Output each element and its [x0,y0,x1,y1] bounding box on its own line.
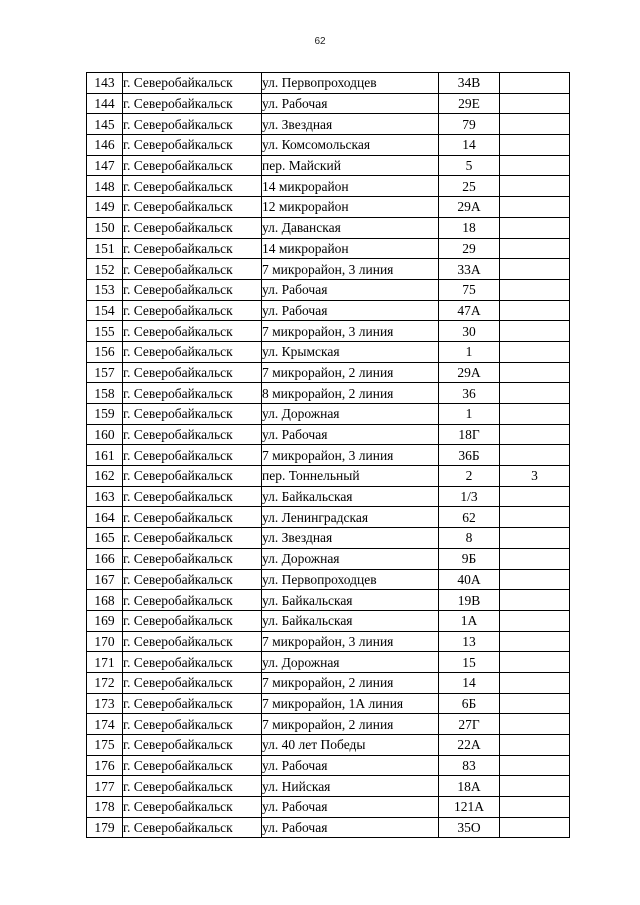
extra-cell [500,445,570,466]
table-row [87,672,570,693]
street-cell: ул. Первопроходцев [262,73,439,94]
row-number-cell: 171 [87,652,123,673]
row-number-cell: 149 [87,197,123,218]
city-cell: г. Северобайкальск [123,259,262,280]
city-cell: г. Северобайкальск [123,321,262,342]
street-cell: ул. Рабочая [262,93,439,114]
house-number-cell: 18 [439,217,500,238]
table-row [87,507,570,528]
street-cell: ул. Первопроходцев [262,569,439,590]
extra-cell [500,486,570,507]
row-number-cell: 144 [87,93,123,114]
house-number-cell: 1А [439,610,500,631]
row-number-cell: 155 [87,321,123,342]
extra-cell [500,548,570,569]
house-number-cell: 14 [439,672,500,693]
extra-cell [500,404,570,425]
row-number-cell: 178 [87,797,123,818]
table-row [87,341,570,362]
city-cell: г. Северобайкальск [123,445,262,466]
row-number-cell: 153 [87,279,123,300]
city-cell: г. Северобайкальск [123,652,262,673]
city-cell: г. Северобайкальск [123,528,262,549]
house-number-cell: 121А [439,797,500,818]
extra-cell [500,590,570,611]
row-number-cell: 160 [87,424,123,445]
street-cell: ул. Нийская [262,776,439,797]
table-row [87,93,570,114]
extra-cell [500,73,570,94]
city-cell: г. Северобайкальск [123,631,262,652]
street-cell: ул. Рабочая [262,279,439,300]
row-number-cell: 145 [87,114,123,135]
street-cell: ул. Рабочая [262,817,439,838]
row-number-cell: 167 [87,569,123,590]
table-row [87,279,570,300]
row-number-cell: 146 [87,135,123,156]
street-cell: 7 микрорайон, 3 линия [262,259,439,280]
street-cell: ул. Звездная [262,114,439,135]
page-number: 62 [314,36,326,47]
extra-cell [500,610,570,631]
street-cell: 7 микрорайон, 2 линия [262,672,439,693]
table-row [87,321,570,342]
row-number-cell: 175 [87,735,123,756]
house-number-cell: 9Б [439,548,500,569]
extra-cell [500,259,570,280]
row-number-cell: 143 [87,73,123,94]
street-cell: 7 микрорайон, 1А линия [262,693,439,714]
street-cell: 7 микрорайон, 3 линия [262,631,439,652]
extra-cell [500,507,570,528]
extra-cell [500,155,570,176]
house-number-cell: 1 [439,404,500,425]
table-row [87,466,570,487]
city-cell: г. Северобайкальск [123,114,262,135]
row-number-cell: 161 [87,445,123,466]
extra-cell [500,383,570,404]
row-number-cell: 159 [87,404,123,425]
street-cell: ул. Рабочая [262,300,439,321]
extra-cell [500,238,570,259]
extra-cell [500,114,570,135]
house-number-cell: 30 [439,321,500,342]
street-cell: ул. Дорожная [262,548,439,569]
street-cell: ул. Дорожная [262,404,439,425]
house-number-cell: 22А [439,735,500,756]
table-row [87,73,570,94]
house-number-cell: 14 [439,135,500,156]
extra-cell [500,424,570,445]
house-number-cell: 40А [439,569,500,590]
row-number-cell: 148 [87,176,123,197]
extra-cell [500,135,570,156]
house-number-cell: 33А [439,259,500,280]
row-number-cell: 173 [87,693,123,714]
city-cell: г. Северобайкальск [123,176,262,197]
table-row [87,424,570,445]
city-cell: г. Северобайкальск [123,817,262,838]
extra-cell [500,279,570,300]
table-row [87,797,570,818]
row-number-cell: 151 [87,238,123,259]
city-cell: г. Северобайкальск [123,279,262,300]
city-cell: г. Северобайкальск [123,507,262,528]
house-number-cell: 36 [439,383,500,404]
house-number-cell: 1 [439,341,500,362]
city-cell: г. Северобайкальск [123,238,262,259]
city-cell: г. Северобайкальск [123,776,262,797]
extra-cell [500,672,570,693]
street-cell: 7 микрорайон, 2 линия [262,362,439,383]
table-row [87,548,570,569]
table-row [87,631,570,652]
house-number-cell: 29 [439,238,500,259]
table-row [87,197,570,218]
house-number-cell: 2 [439,466,500,487]
address-table-body [87,73,570,838]
row-number-cell: 172 [87,672,123,693]
row-number-cell: 158 [87,383,123,404]
table-row [87,383,570,404]
street-cell: 14 микрорайон [262,176,439,197]
extra-cell [500,776,570,797]
table-row [87,259,570,280]
house-number-cell: 25 [439,176,500,197]
street-cell: ул. 40 лет Победы [262,735,439,756]
house-number-cell: 36Б [439,445,500,466]
street-cell: пер. Майский [262,155,439,176]
city-cell: г. Северобайкальск [123,135,262,156]
street-cell: 7 микрорайон, 2 линия [262,714,439,735]
table-row [87,176,570,197]
house-number-cell: 8 [439,528,500,549]
house-number-cell: 15 [439,652,500,673]
house-number-cell: 5 [439,155,500,176]
extra-cell [500,755,570,776]
row-number-cell: 169 [87,610,123,631]
street-cell: ул. Крымская [262,341,439,362]
table-row [87,404,570,425]
extra-cell [500,93,570,114]
city-cell: г. Северобайкальск [123,341,262,362]
row-number-cell: 176 [87,755,123,776]
street-cell: 7 микрорайон, 3 линия [262,321,439,342]
table-row [87,155,570,176]
city-cell: г. Северобайкальск [123,197,262,218]
city-cell: г. Северобайкальск [123,610,262,631]
row-number-cell: 177 [87,776,123,797]
city-cell: г. Северобайкальск [123,383,262,404]
house-number-cell: 62 [439,507,500,528]
table-row [87,714,570,735]
table-row [87,735,570,756]
city-cell: г. Северобайкальск [123,155,262,176]
extra-cell [500,362,570,383]
row-number-cell: 168 [87,590,123,611]
city-cell: г. Северобайкальск [123,548,262,569]
city-cell: г. Северобайкальск [123,404,262,425]
house-number-cell: 18А [439,776,500,797]
city-cell: г. Северобайкальск [123,424,262,445]
city-cell: г. Северобайкальск [123,672,262,693]
street-cell: 12 микрорайон [262,197,439,218]
table-row [87,590,570,611]
house-number-cell: 83 [439,755,500,776]
row-number-cell: 174 [87,714,123,735]
street-cell: ул. Комсомольская [262,135,439,156]
row-number-cell: 163 [87,486,123,507]
row-number-cell: 165 [87,528,123,549]
city-cell: г. Северобайкальск [123,755,262,776]
table-row [87,776,570,797]
street-cell: ул. Даванская [262,217,439,238]
table-row [87,114,570,135]
extra-cell: 3 [500,466,570,487]
table-row [87,486,570,507]
row-number-cell: 150 [87,217,123,238]
extra-cell [500,652,570,673]
house-number-cell: 13 [439,631,500,652]
house-number-cell: 75 [439,279,500,300]
street-cell: ул. Звездная [262,528,439,549]
extra-cell [500,735,570,756]
table-row [87,362,570,383]
house-number-cell: 29А [439,197,500,218]
city-cell: г. Северобайкальск [123,300,262,321]
table-row [87,135,570,156]
table-row [87,755,570,776]
address-table [86,72,570,838]
table-row [87,817,570,838]
extra-cell [500,341,570,362]
house-number-cell: 6Б [439,693,500,714]
house-number-cell: 1/3 [439,486,500,507]
extra-cell [500,528,570,549]
row-number-cell: 152 [87,259,123,280]
house-number-cell: 18Г [439,424,500,445]
table-row [87,445,570,466]
house-number-cell: 47А [439,300,500,321]
row-number-cell: 166 [87,548,123,569]
extra-cell [500,217,570,238]
row-number-cell: 164 [87,507,123,528]
street-cell: 14 микрорайон [262,238,439,259]
street-cell: ул. Байкальская [262,486,439,507]
table-row [87,569,570,590]
street-cell: ул. Рабочая [262,424,439,445]
house-number-cell: 35О [439,817,500,838]
table-row [87,610,570,631]
city-cell: г. Северобайкальск [123,217,262,238]
house-number-cell: 19В [439,590,500,611]
street-cell: ул. Байкальская [262,590,439,611]
house-number-cell: 27Г [439,714,500,735]
street-cell: ул. Байкальская [262,610,439,631]
extra-cell [500,321,570,342]
house-number-cell: 29Е [439,93,500,114]
street-cell: ул. Рабочая [262,755,439,776]
row-number-cell: 162 [87,466,123,487]
extra-cell [500,817,570,838]
row-number-cell: 170 [87,631,123,652]
extra-cell [500,176,570,197]
table-row [87,238,570,259]
city-cell: г. Северобайкальск [123,693,262,714]
city-cell: г. Северобайкальск [123,73,262,94]
city-cell: г. Северобайкальск [123,590,262,611]
street-cell: 8 микрорайон, 2 линия [262,383,439,404]
city-cell: г. Северобайкальск [123,797,262,818]
street-cell: 7 микрорайон, 3 линия [262,445,439,466]
street-cell: ул. Дорожная [262,652,439,673]
table-row [87,217,570,238]
table-row [87,300,570,321]
extra-cell [500,714,570,735]
street-cell: ул. Рабочая [262,797,439,818]
house-number-cell: 29А [439,362,500,383]
city-cell: г. Северобайкальск [123,735,262,756]
extra-cell [500,569,570,590]
street-cell: ул. Ленинградская [262,507,439,528]
row-number-cell: 156 [87,341,123,362]
extra-cell [500,693,570,714]
extra-cell [500,797,570,818]
city-cell: г. Северобайкальск [123,466,262,487]
house-number-cell: 79 [439,114,500,135]
city-cell: г. Северобайкальск [123,486,262,507]
extra-cell [500,197,570,218]
city-cell: г. Северобайкальск [123,714,262,735]
row-number-cell: 154 [87,300,123,321]
extra-cell [500,631,570,652]
row-number-cell: 179 [87,817,123,838]
city-cell: г. Северобайкальск [123,93,262,114]
row-number-cell: 147 [87,155,123,176]
street-cell: пер. Тоннельный [262,466,439,487]
table-row [87,652,570,673]
house-number-cell: 34В [439,73,500,94]
city-cell: г. Северобайкальск [123,362,262,383]
row-number-cell: 157 [87,362,123,383]
extra-cell [500,300,570,321]
table-row [87,528,570,549]
city-cell: г. Северобайкальск [123,569,262,590]
table-row [87,693,570,714]
